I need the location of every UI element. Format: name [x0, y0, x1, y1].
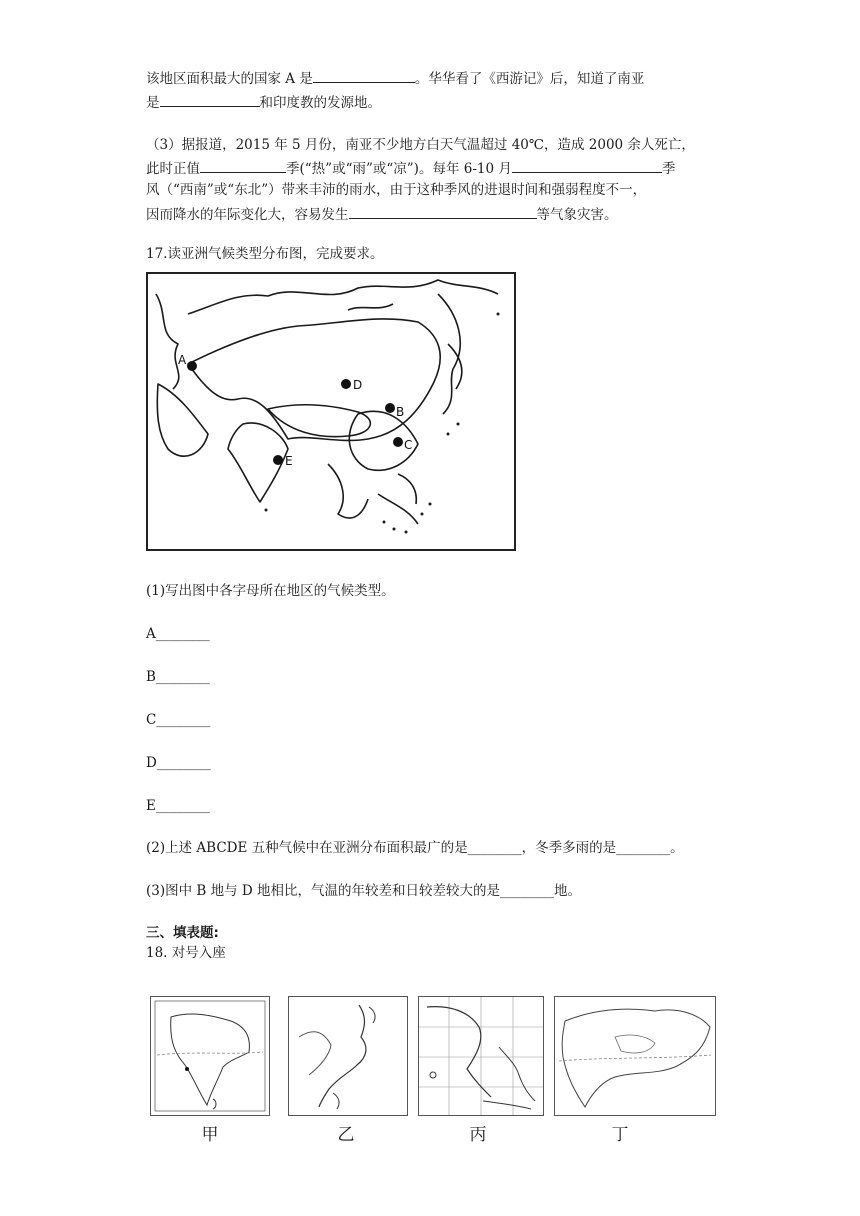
answer-blank[interactable]: [160, 92, 260, 107]
q17-sub1: (1)写出图中各字母所在地区的气候类型。: [146, 583, 395, 599]
q16-text: 。华华看了《西游记》后，知道了南亚: [414, 71, 645, 87]
q16-text: 因而降水的年际变化大，容易发生: [146, 207, 349, 223]
thumb-caption-jia: 甲: [201, 1125, 219, 1145]
section-heading: 三、填表题:: [146, 925, 219, 941]
q16-line-5: 风（“西南”或“东北”）带来丰沛的雨水，由于这种季风的进退时间和强弱程度不一，: [146, 182, 647, 198]
region-se-asia: [328, 464, 368, 518]
coastline-arctic: [188, 280, 498, 314]
q16-line-1: [146, 68, 644, 88]
point-b: [385, 403, 395, 413]
map-label-b: B: [396, 405, 405, 419]
asia-climate-map: [146, 272, 516, 551]
q17-answer-e[interactable]: E________: [146, 798, 210, 814]
q16-line-4: [146, 158, 675, 178]
map-label-a: A: [178, 353, 187, 367]
q16-line-3: （3）据报道，2015 年 5 月份，南亚不少地方白天气温超过 40℃，造成 2000 余人死亡，: [146, 137, 695, 153]
q16-text: 是: [146, 95, 160, 111]
map-label-c: C: [404, 438, 413, 452]
map-thumb-bing: [418, 996, 544, 1116]
thumb-caption-bing: 丙: [469, 1125, 487, 1145]
answer-blank[interactable]: [313, 68, 415, 83]
q17-answer-d[interactable]: D________: [146, 755, 211, 771]
asia-climate-map-svg: [148, 274, 514, 549]
q16-line-6: [146, 204, 618, 224]
q16-line-2: [146, 92, 381, 112]
answer-blank[interactable]: [512, 158, 662, 173]
q16-text: 季(“热”或“雨”或“凉”)。每年 6-10 月: [286, 161, 512, 177]
region-arabia: [157, 384, 208, 456]
q16-text: 等气象灾害。: [536, 207, 618, 223]
q17-answer-c[interactable]: C________: [146, 712, 211, 728]
point-c: [393, 437, 403, 447]
answer-blank[interactable]: [349, 204, 537, 219]
point-e: [273, 455, 283, 465]
map-label-e: E: [285, 454, 293, 468]
q16-text: 和印度教的发源地。: [259, 95, 381, 111]
point-d: [341, 379, 351, 389]
map-thumb-jia: [150, 996, 270, 1116]
thumb-caption-yi: 乙: [337, 1125, 355, 1145]
map-thumb-ding: [554, 996, 716, 1116]
q17-sub3: (3)图中 B 地与 D 地相比，气温的年较差和日较差较大的是________地。: [146, 883, 582, 899]
q17-answer-b[interactable]: B________: [146, 669, 210, 685]
q16-text: 此时正值: [146, 161, 200, 177]
q16-text: 该地区面积最大的国家 A 是: [146, 71, 313, 87]
map-thumb-yi: [288, 996, 408, 1116]
q17-title: 17.读亚洲气候类型分布图，完成要求。: [146, 246, 384, 262]
thumb-caption-ding: 丁: [611, 1125, 629, 1145]
map-label-d: D: [353, 378, 363, 392]
q17-sub2: (2)上述 ABCDE 五种气候中在亚洲分布面积最广的是________，冬季多雨的是________。: [146, 840, 684, 856]
point-a: [187, 361, 197, 371]
answer-blank[interactable]: [200, 158, 286, 173]
q16-text: 季: [661, 161, 676, 177]
q17-answer-a[interactable]: A________: [146, 626, 210, 642]
coastline-europe: [156, 294, 179, 389]
q18-title: 18. 对号入座: [146, 945, 226, 961]
